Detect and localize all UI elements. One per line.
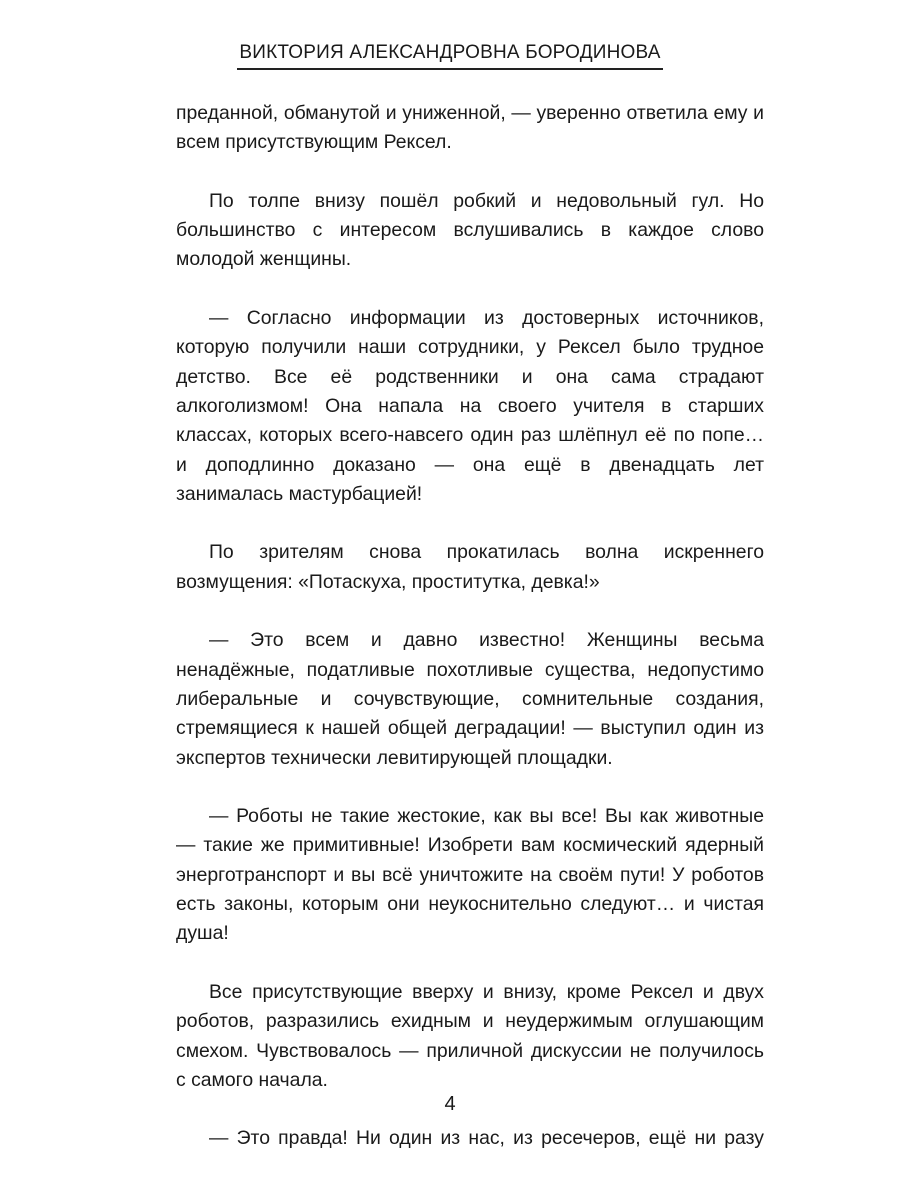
paragraph-continues-next-page: — Это правда! Ни один из нас, из ресечеров, ещё ни разу bbox=[209, 1127, 764, 1150]
page-text bbox=[176, 99, 764, 1154]
paragraph: Все присутствующие вверху и внизу, кроме Рексел и двух роботов, разразились ехидным и неудержимым оглушающим смехом. Чувствовалось — приличной дискуссии не получилось с самого начала. bbox=[176, 980, 764, 1091]
author-name: ВИКТОРИЯ АЛЕКСАНДРОВНА БОРОДИНОВА bbox=[237, 42, 662, 70]
running-head bbox=[0, 42, 900, 70]
page-number: 4 bbox=[444, 1093, 456, 1115]
paragraph: — Роботы не такие жестокие, как вы все! Вы как животные — такие же примитивные! Изобрети вам космический ядерный энерготранспорт и вы всё уничтожите на своём пути! У роботов есть законы, которым они неукоснительно следуют… и чистая душа! bbox=[176, 805, 764, 945]
paragraph: — Это всем и давно известно! Женщины весьма ненадёжные, податливые похотливые существа, недопустимо либеральные и сочувствующие, сомнительные создания, стремящиеся к нашей общей деградации! — выступил один из экспертов технически левитирующей площадки. bbox=[176, 629, 764, 769]
paragraph: — Согласно информации из достоверных источников, которую получили наши сотрудники, у Рексел было трудное детство. Все её родственники и она сама страдают алкоголизмом! Она напала на своего учителя в старших классах, которых всего-навсего один раз шлёпнул её по попе… и доподлинно доказано — она ещё в двенадцать лет занималась мастурбацией! bbox=[176, 307, 764, 505]
paragraph: По зрителям снова прокатилась волна искреннего возмущения: «Потаскуха, проститутка, девка!» bbox=[176, 541, 764, 593]
paragraph: По толпе внизу пошёл робкий и недовольный гул. Но большинство с интересом вслушивались в каждое слово молодой женщины. bbox=[176, 189, 764, 271]
paragraph-continuation: преданной, обманутой и униженной, — уверенно ответила ему и всем присутствующим Рексел. bbox=[176, 102, 764, 154]
